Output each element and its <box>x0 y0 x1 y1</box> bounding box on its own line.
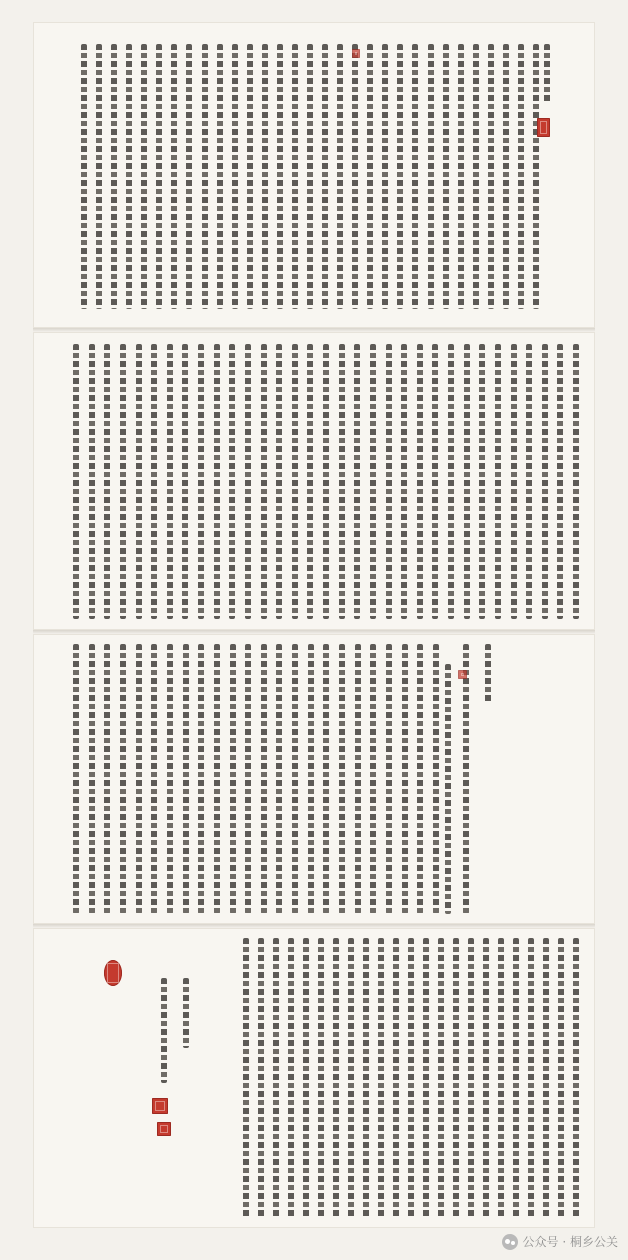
calligraphy-column <box>292 344 298 619</box>
calligraphy-column <box>323 344 329 619</box>
calligraphy-column <box>417 644 423 914</box>
calligraphy-column <box>111 44 117 309</box>
text-columns <box>33 634 595 924</box>
calligraphy-column <box>136 344 142 619</box>
calligraphy-column <box>120 644 126 914</box>
calligraphy-column <box>354 344 360 619</box>
calligraphy-column <box>288 938 294 1218</box>
seal-stamp <box>152 1098 168 1114</box>
calligraphy-column <box>412 44 418 309</box>
calligraphy-column <box>417 344 423 619</box>
calligraphy-column <box>445 664 451 914</box>
calligraphy-column <box>363 938 369 1218</box>
calligraphy-column <box>543 938 549 1218</box>
calligraphy-column <box>318 938 324 1218</box>
calligraphy-column <box>485 644 491 704</box>
calligraphy-column <box>573 938 579 1218</box>
calligraphy-column <box>339 644 345 914</box>
calligraphy-column <box>378 938 384 1218</box>
calligraphy-column <box>245 344 251 619</box>
calligraphy-column <box>167 644 173 914</box>
calligraphy-column <box>473 44 479 309</box>
calligraphy-column <box>513 938 519 1218</box>
calligraphy-column <box>96 44 102 309</box>
calligraphy-column <box>136 644 142 914</box>
calligraphy-column <box>243 938 249 1218</box>
calligraphy-column <box>292 44 298 309</box>
calligraphy-column <box>273 938 279 1218</box>
seal-stamp <box>537 118 550 137</box>
calligraphy-column <box>303 938 309 1218</box>
calligraphy-column <box>458 44 464 309</box>
calligraphy-column <box>141 44 147 309</box>
calligraphy-column <box>495 344 501 619</box>
calligraphy-column <box>245 644 251 914</box>
calligraphy-column <box>573 344 579 619</box>
calligraphy-column <box>397 44 403 309</box>
calligraphy-column <box>214 644 220 914</box>
calligraphy-column <box>261 644 267 914</box>
calligraphy-column <box>73 644 79 914</box>
calligraphy-column <box>104 644 110 914</box>
calligraphy-column <box>171 44 177 309</box>
calligraphy-column <box>370 644 376 914</box>
calligraphy-column <box>402 644 408 914</box>
calligraphy-column <box>126 44 132 309</box>
calligraphy-column <box>468 938 474 1218</box>
calligraphy-column <box>448 344 454 619</box>
watermark <box>502 1233 618 1250</box>
calligraphy-column <box>401 344 407 619</box>
calligraphy-column <box>276 344 282 619</box>
calligraphy-column <box>498 938 504 1218</box>
calligraphy-column <box>408 938 414 1218</box>
calligraphy-column <box>370 344 376 619</box>
text-columns <box>33 22 595 328</box>
calligraphy-column <box>229 344 235 619</box>
calligraphy-column <box>323 644 329 914</box>
calligraphy-column <box>367 44 373 309</box>
calligraphy-column <box>503 44 509 309</box>
calligraphy-column <box>73 344 79 619</box>
scroll-panel-3 <box>33 634 595 924</box>
calligraphy-column <box>292 644 298 914</box>
wechat-official-account-icon <box>502 1234 518 1250</box>
calligraphy-column <box>423 938 429 1218</box>
calligraphy-column <box>393 938 399 1218</box>
calligraphy-column <box>81 44 87 309</box>
calligraphy-column <box>544 44 550 104</box>
calligraphy-column <box>277 44 283 309</box>
calligraphy-column <box>262 44 268 309</box>
calligraphy-column <box>339 344 345 619</box>
scroll-panel-2 <box>33 332 595 630</box>
calligraphy-column <box>386 344 392 619</box>
calligraphy-column <box>518 44 524 309</box>
calligraphy-column <box>488 44 494 309</box>
calligraphy-column <box>151 644 157 914</box>
calligraphy-column <box>202 44 208 309</box>
calligraphy-column <box>382 44 388 309</box>
calligraphy-column <box>247 44 253 309</box>
calligraphy-column <box>217 44 223 309</box>
calligraphy-column <box>463 644 469 914</box>
calligraphy-column <box>232 44 238 309</box>
seal-stamp <box>458 670 467 679</box>
calligraphy-column <box>261 344 267 619</box>
calligraphy-column <box>276 644 282 914</box>
calligraphy-column <box>558 938 564 1218</box>
calligraphy-column <box>433 644 439 914</box>
calligraphy-column <box>386 644 392 914</box>
calligraphy-column <box>526 344 532 619</box>
calligraphy-column <box>89 344 95 619</box>
calligraphy-column <box>348 938 354 1218</box>
calligraphy-column <box>161 978 167 1083</box>
text-columns <box>33 332 595 630</box>
calligraphy-column <box>542 344 548 619</box>
seal-stamp <box>104 960 122 986</box>
calligraphy-column <box>167 344 173 619</box>
calligraphy-column <box>453 938 459 1218</box>
calligraphy-column <box>464 344 470 619</box>
calligraphy-column <box>156 44 162 309</box>
calligraphy-column <box>355 644 361 914</box>
calligraphy-column <box>352 44 358 309</box>
seal-stamp <box>352 49 360 58</box>
calligraphy-column <box>120 344 126 619</box>
calligraphy-column <box>337 44 343 309</box>
calligraphy-column <box>511 344 517 619</box>
calligraphy-column <box>89 644 95 914</box>
calligraphy-column <box>186 44 192 309</box>
calligraphy-column <box>104 344 110 619</box>
calligraphy-column <box>428 44 434 309</box>
calligraphy-column <box>308 644 314 914</box>
calligraphy-column <box>307 44 313 309</box>
calligraphy-column <box>151 344 157 619</box>
calligraphy-column <box>258 938 264 1218</box>
calligraphy-column <box>183 644 189 914</box>
seal-stamp <box>157 1122 171 1136</box>
calligraphy-column <box>333 938 339 1218</box>
calligraphy-column <box>483 938 489 1218</box>
calligraphy-column <box>214 344 220 619</box>
calligraphy-column <box>533 44 539 309</box>
calligraphy-column <box>528 938 534 1218</box>
calligraphy-column <box>307 344 313 619</box>
calligraphy-column <box>198 644 204 914</box>
calligraphy-column <box>438 938 444 1218</box>
calligraphy-column <box>183 978 189 1048</box>
calligraphy-column <box>479 344 485 619</box>
calligraphy-column <box>432 344 438 619</box>
calligraphy-column <box>557 344 563 619</box>
calligraphy-column <box>322 44 328 309</box>
calligraphy-column <box>230 644 236 914</box>
scroll-panel-1 <box>33 22 595 328</box>
calligraphy-column <box>198 344 204 619</box>
calligraphy-column <box>182 344 188 619</box>
calligraphy-column <box>443 44 449 309</box>
watermark-text: 公众号 · 桐乡公关 <box>522 1235 618 1249</box>
